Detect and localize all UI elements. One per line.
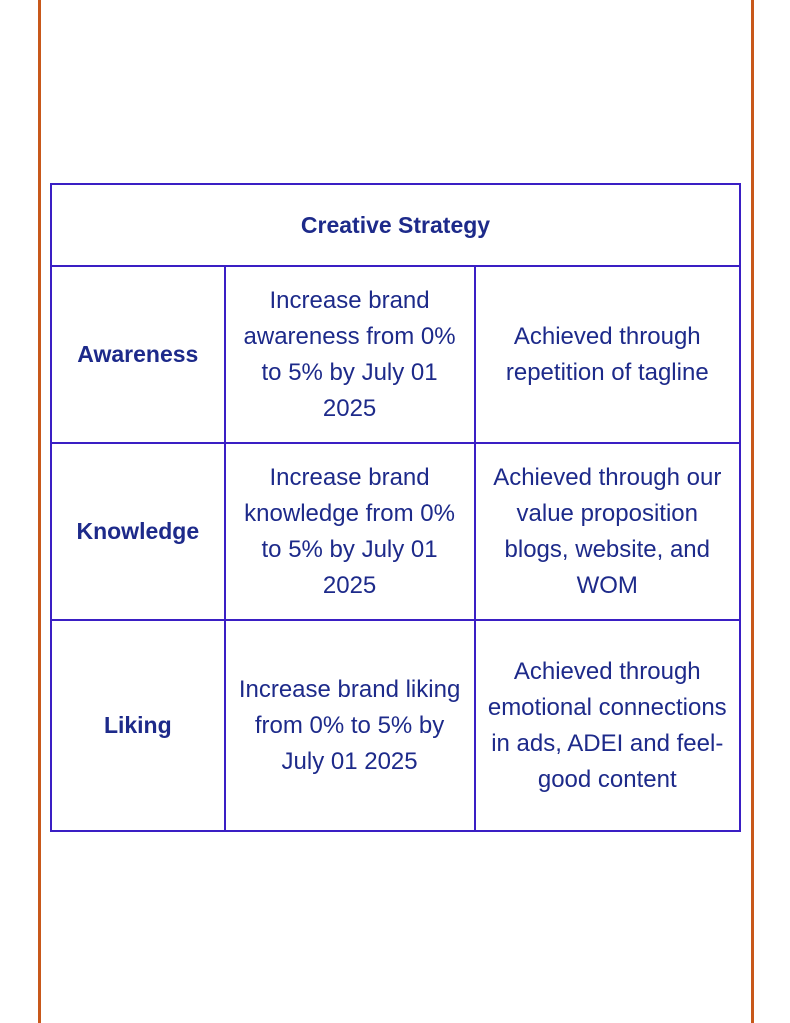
row-label-liking: Liking xyxy=(51,620,225,831)
creative-strategy-table xyxy=(50,183,741,832)
row-method-liking: Achieved through emotional connections in ads, ADEI and feel-good content xyxy=(475,620,740,831)
row-goal-liking: Increase brand liking from 0% to 5% by July 01 2025 xyxy=(225,620,475,831)
row-goal-awareness: Increase brand awareness from 0% to 5% by July 01 2025 xyxy=(225,266,475,443)
table-row xyxy=(51,266,740,443)
row-label-awareness: Awareness xyxy=(51,266,225,443)
row-method-knowledge: Achieved through our value proposition blogs, website, and WOM xyxy=(475,443,740,620)
row-label-knowledge: Knowledge xyxy=(51,443,225,620)
table-row xyxy=(51,620,740,831)
row-goal-knowledge: Increase brand knowledge from 0% to 5% by July 01 2025 xyxy=(225,443,475,620)
left-page-border xyxy=(38,0,41,1023)
table-title: Creative Strategy xyxy=(51,184,740,266)
right-page-border xyxy=(751,0,754,1023)
table-title-row xyxy=(51,184,740,266)
row-method-awareness: Achieved through repetition of tagline xyxy=(475,266,740,443)
table-row xyxy=(51,443,740,620)
